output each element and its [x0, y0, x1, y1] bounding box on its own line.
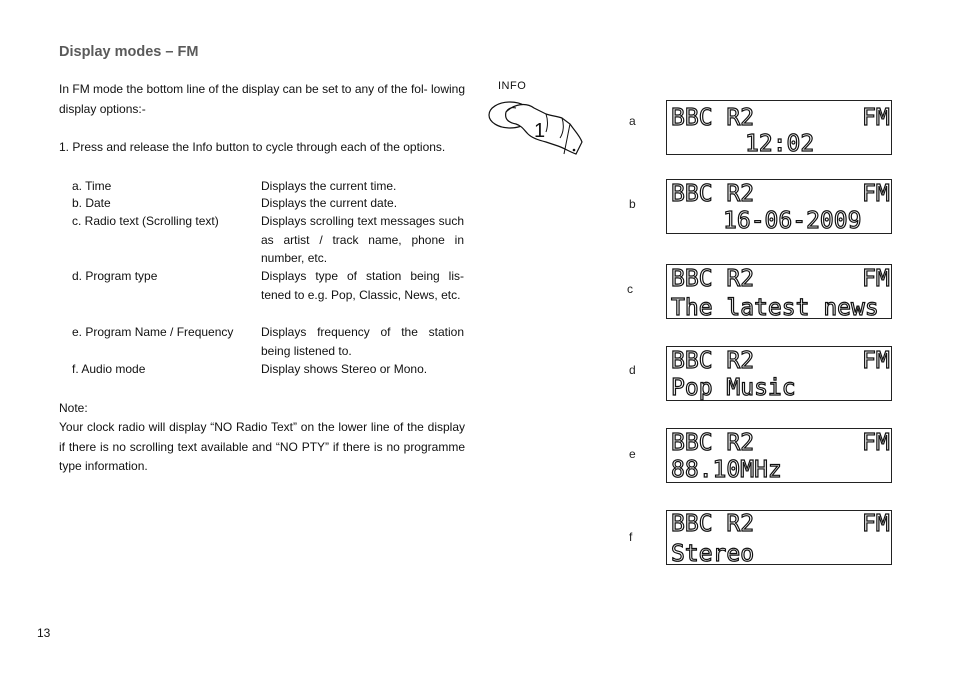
hand-pressing-button-icon [486, 96, 586, 160]
option-key: c. Radio text (Scrolling text) [72, 214, 219, 228]
option-row-audio-mode [72, 360, 464, 378]
note-body: Your clock radio will display “NO Radio Text” on the lower line of the display if there is no scrolling text available and “NO PTY” if there is no programme type information. [59, 420, 465, 473]
option-description: Displays type of station being lis- tened to e.g. Pop, Classic, News, etc. [261, 269, 464, 302]
lcd-band: FM [862, 105, 890, 131]
button-number: 1 [534, 120, 546, 142]
lcd-station: BBC R2 [671, 430, 755, 456]
display-letter-f: f [629, 530, 633, 544]
lcd-display-time [666, 100, 892, 155]
lcd-station: BBC R2 [671, 266, 755, 292]
lcd-display-date [666, 179, 892, 234]
lcd-line2: 12:02 [745, 131, 815, 156]
lcd-line2: The latest news [671, 295, 879, 320]
option-key: a. Time [72, 179, 112, 193]
page-number: 13 [37, 626, 51, 640]
option-description: Display shows Stereo or Mono. [261, 362, 428, 376]
display-letter-c: c [627, 282, 633, 296]
lcd-display-audio-mode [666, 510, 892, 565]
option-row-time [72, 177, 464, 195]
option-description: Displays the current date. [261, 196, 398, 210]
step-1-instruction: 1. Press and release the Info button to cycle through each of the options. [59, 140, 446, 154]
display-letter-a: a [629, 114, 636, 128]
lcd-line2: Stereo [671, 541, 755, 566]
option-description: Displays the current time. [261, 179, 397, 193]
lcd-line2: Pop Music [671, 375, 796, 401]
display-letter-e: e [629, 447, 636, 461]
lcd-band: FM [862, 348, 890, 374]
option-row-radio-text [72, 212, 464, 268]
display-letter-b: b [629, 197, 636, 211]
lcd-band: FM [862, 511, 890, 537]
option-description: Displays frequency of the station being listened to. [261, 325, 464, 358]
option-key: e. Program Name / Frequency [72, 325, 234, 339]
option-row-program-type [72, 267, 464, 323]
intro-paragraph: In FM mode the bottom line of the display can be set to any of the fol- lowing display options:- [59, 82, 465, 116]
lcd-station: BBC R2 [671, 511, 755, 537]
lcd-band: FM [862, 430, 890, 456]
lcd-band: FM [862, 181, 890, 207]
lcd-display-radio-text [666, 264, 892, 319]
display-letter-d: d [629, 363, 636, 377]
section-heading: Display modes – FM [59, 44, 199, 60]
lcd-station: BBC R2 [671, 105, 755, 131]
info-button-label: INFO [498, 80, 527, 92]
option-key: f. Audio mode [72, 362, 146, 376]
note-label: Note: [59, 401, 88, 415]
lcd-station: BBC R2 [671, 181, 755, 207]
lcd-line2: 16-06-2009 [723, 208, 862, 234]
option-key: b. Date [72, 196, 111, 210]
lcd-display-program-type [666, 346, 892, 401]
lcd-display-frequency [666, 428, 892, 483]
option-description: Displays scrolling text messages such as artist / track name, phone in number, etc. [261, 214, 464, 265]
option-row-date [72, 194, 464, 212]
option-row-program-name [72, 323, 464, 361]
lcd-line2: 88.10MHz [671, 457, 782, 483]
lcd-band: FM [862, 266, 890, 292]
option-key: d. Program type [72, 269, 158, 283]
lcd-station: BBC R2 [671, 348, 755, 374]
